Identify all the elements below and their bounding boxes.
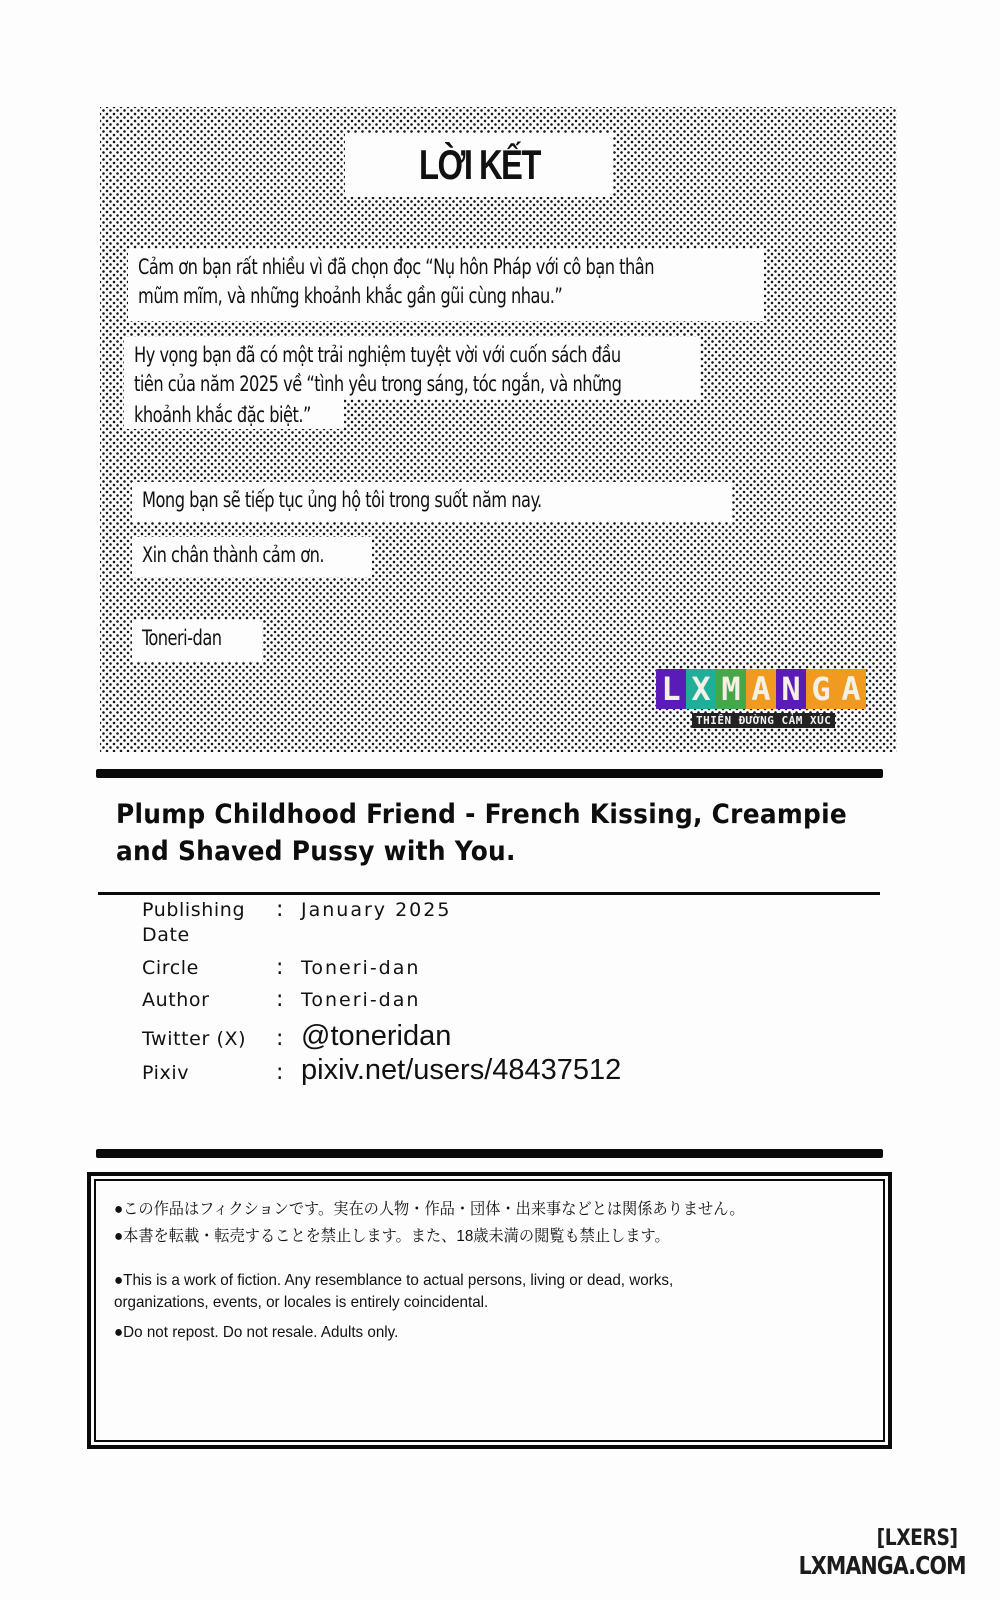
text-line: mũm mĩm, và những khoảnh khắc gần gũi cùng nhau.” bbox=[138, 284, 563, 308]
afterword-title: LỜI KẾT bbox=[418, 141, 540, 188]
afterword-paragraph-support bbox=[132, 482, 732, 522]
divider-title bbox=[98, 892, 880, 895]
logo-letter: L bbox=[656, 669, 686, 709]
disclaimer-en-fiction: ●This is a work of fiction. Any resemblance to actual persons, living or dead, works, bbox=[114, 1272, 674, 1289]
logo-letter: N bbox=[776, 669, 806, 709]
afterword-title-box bbox=[345, 133, 613, 197]
logo-tagline: THIÊN ĐƯỜNG CẢM XÚC bbox=[692, 713, 835, 728]
logo-letter: A bbox=[746, 669, 776, 709]
info-separator: : bbox=[276, 897, 284, 922]
info-label-line: Date bbox=[142, 924, 190, 946]
text-line: Mong bạn sẽ tiếp tục ủng hộ tôi trong suốt năm nay. bbox=[142, 488, 542, 512]
afterword-paragraph-hope bbox=[124, 337, 700, 399]
disclaimer-jp-fiction: ●この作品はフィクションです。実在の人物・作品・団体・出来事などとは関係ありません。 bbox=[114, 1201, 745, 1218]
disclaimer-en-fiction-cont: organizations, events, or locales is entirely coincidental. bbox=[114, 1294, 489, 1311]
info-value-twitter: @toneridan bbox=[301, 1020, 452, 1052]
logo-letter: M bbox=[716, 669, 746, 709]
info-separator: : bbox=[276, 1026, 284, 1051]
disclaimer-jp-repost: ●本書を転載・転売することを禁止します。また、18歳未満の閲覧も禁止します。 bbox=[114, 1228, 670, 1245]
text-line: tiên của năm 2025 về “tình yêu trong sáng, tóc ngắn, và những bbox=[134, 372, 622, 396]
info-row-circle bbox=[142, 955, 420, 981]
info-value-circle: Toneri-dan bbox=[301, 957, 421, 979]
divider-top bbox=[96, 769, 883, 778]
spacer bbox=[114, 1248, 865, 1270]
logo-letter: X bbox=[686, 669, 716, 709]
afterword-paragraph-sincere-thanks bbox=[132, 537, 372, 577]
disclaimer-inner bbox=[94, 1179, 885, 1442]
info-row-author bbox=[142, 987, 420, 1013]
logo-letters bbox=[656, 669, 866, 709]
site-watermark bbox=[762, 1526, 966, 1580]
info-separator: : bbox=[276, 1060, 284, 1085]
logo-letter: A bbox=[836, 669, 866, 709]
info-label: Pixiv bbox=[142, 1062, 190, 1084]
disclaimer-en-repost: ●Do not repost. Do not resale. Adults only. bbox=[114, 1324, 399, 1341]
disclaimer-box bbox=[87, 1172, 892, 1449]
text-line: Xin chân thành cảm ơn. bbox=[142, 543, 325, 567]
info-label bbox=[142, 898, 276, 948]
info-separator: : bbox=[276, 955, 284, 980]
info-value-publishing-date: January 2025 bbox=[301, 899, 452, 921]
text-line: Cảm ơn bạn rất nhiều vì đã chọn đọc “Nụ hôn Pháp với cô bạn thân bbox=[138, 255, 654, 279]
info-row-twitter bbox=[142, 1020, 451, 1053]
info-value-author: Toneri-dan bbox=[301, 989, 421, 1011]
divider-bottom bbox=[96, 1149, 883, 1158]
info-value-pixiv: pixiv.net/users/48437512 bbox=[301, 1054, 622, 1086]
book-title bbox=[116, 796, 876, 870]
afterword-signature bbox=[132, 620, 262, 662]
book-title-line: Plump Childhood Friend - French Kissing, Creampie bbox=[116, 799, 847, 830]
afterword-paragraph-thanks bbox=[128, 249, 764, 321]
info-label: Circle bbox=[142, 957, 199, 979]
info-label: Twitter (X) bbox=[142, 1028, 247, 1050]
logo-letter: G bbox=[806, 669, 836, 709]
info-label: Author bbox=[142, 989, 210, 1011]
text-line: Hy vọng bạn đã có một trải nghiệm tuyệt vời với cuốn sách đầu bbox=[134, 343, 621, 367]
afterword-paragraph-hope-tail bbox=[124, 397, 344, 429]
watermark-group: [LXERS] bbox=[876, 1526, 958, 1551]
lxmanga-logo bbox=[656, 669, 866, 728]
watermark-site: LXMANGA.COM bbox=[798, 1551, 966, 1580]
info-separator: : bbox=[276, 987, 284, 1012]
book-title-line: and Shaved Pussy with You. bbox=[116, 836, 516, 867]
info-label-line: Publishing bbox=[142, 899, 246, 921]
info-row-pixiv bbox=[142, 1054, 621, 1087]
text-line: khoảnh khắc đặc biệt.” bbox=[134, 403, 311, 427]
afterword-panel bbox=[100, 107, 897, 752]
signature-text: Toneri-dan bbox=[142, 626, 222, 650]
info-row-publishing-date bbox=[142, 897, 451, 948]
